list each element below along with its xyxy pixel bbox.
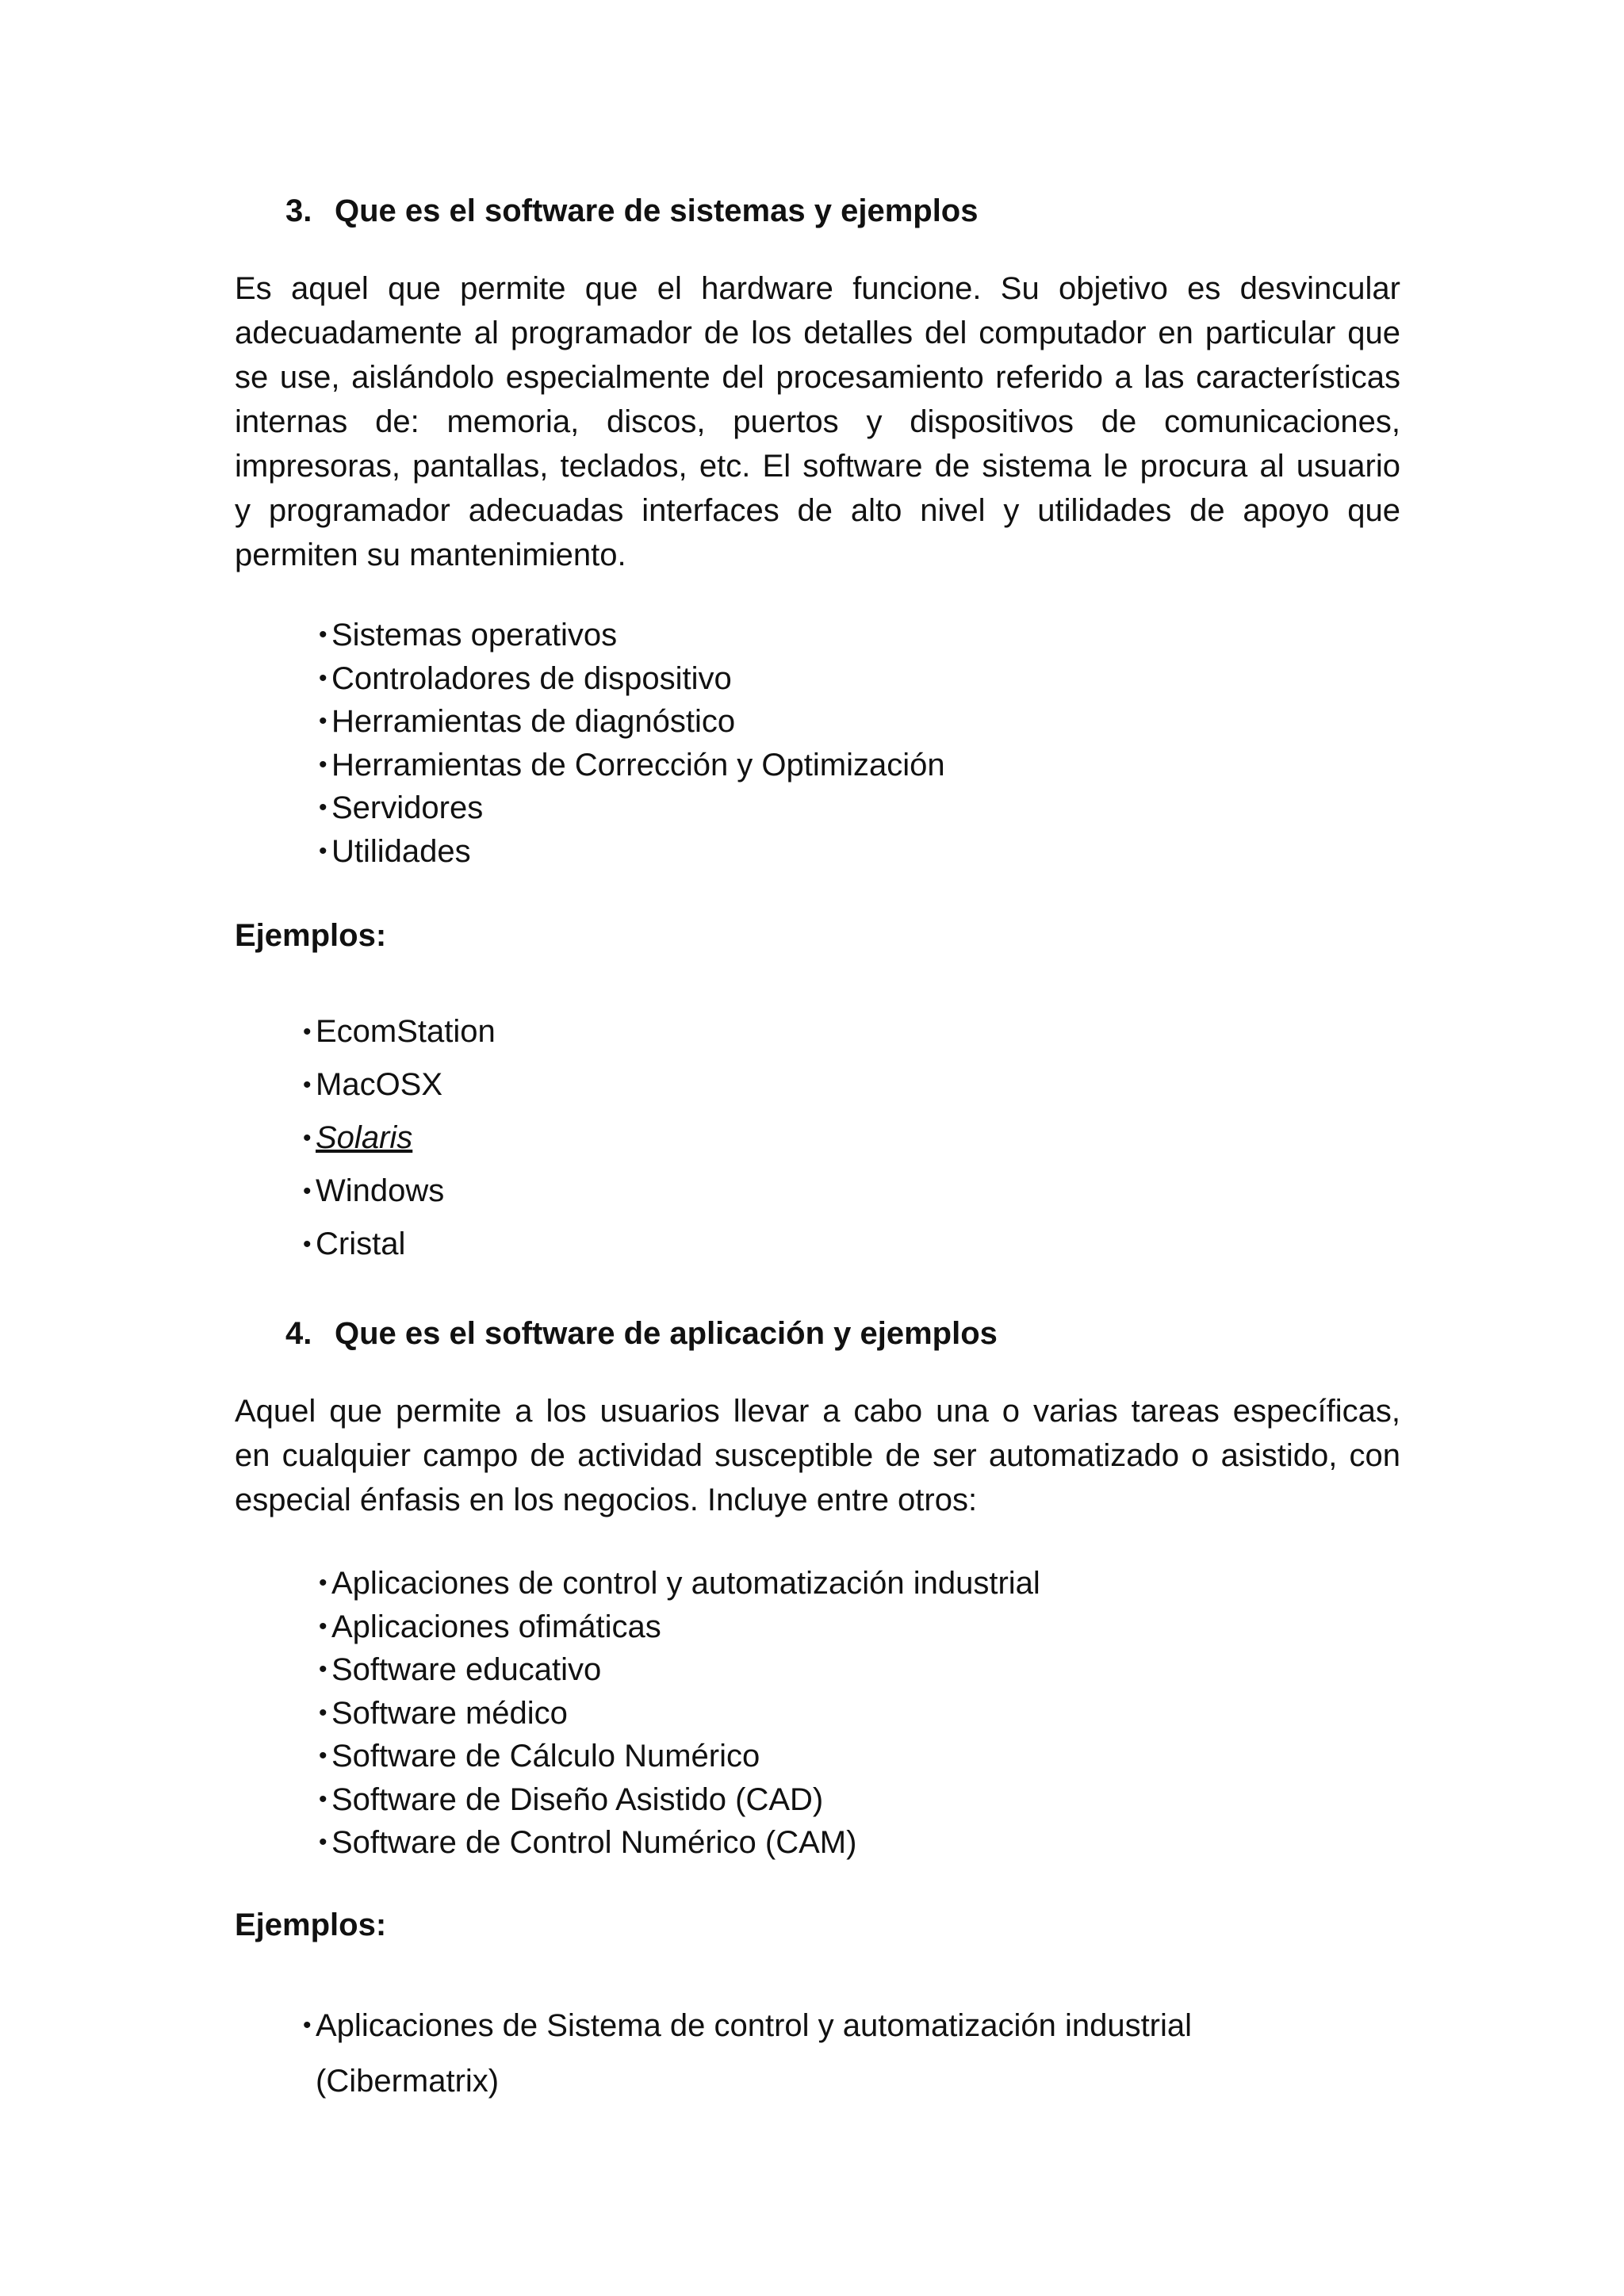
bullet-icon: •: [319, 1613, 327, 1640]
section-3-number: 3.: [285, 193, 312, 228]
list-item: • Aplicaciones ofimáticas: [331, 1605, 1040, 1649]
paragraph-line: internas de: memoria, discos, puertos y dispositivos de comunicaciones,: [235, 404, 1400, 439]
list-item: • Software de Control Numérico (CAM): [331, 1821, 1040, 1865]
section-4-examples-list: [303, 1998, 1346, 2109]
bullet-icon: •: [303, 2012, 312, 2038]
list-item: • Cristal: [316, 1218, 496, 1271]
section-4-paragraph: [235, 1389, 1400, 1522]
section-3-title: Que es el software de sistemas y ejemplos: [335, 193, 979, 228]
list-item: • Controladores de dispositivo: [331, 657, 945, 701]
list-item: • Servidores: [331, 786, 945, 830]
paragraph-line: especial énfasis en los negocios. Incluye entre otros:: [235, 1483, 978, 1517]
bullet-icon: •: [319, 622, 327, 648]
bullet-icon: •: [319, 1570, 327, 1596]
bullet-icon: •: [303, 1019, 312, 1045]
bullet-icon: •: [319, 751, 327, 778]
bullet-icon: •: [303, 1072, 312, 1098]
paragraph-line: Aquel que permite a los usuarios llevar a cabo una o varias tareas específicas,: [235, 1394, 1400, 1429]
paragraph-line: Es aquel que permite que el hardware funcione. Su objetivo es desvincular: [235, 271, 1400, 306]
section-4-examples-label: Ejemplos:: [235, 1908, 387, 1942]
section-3-heading: [285, 192, 978, 230]
section-4-heading: [285, 1314, 998, 1353]
list-item: • EcomStation: [316, 1005, 496, 1058]
paragraph-line: impresoras, pantallas, teclados, etc. El software de sistema le procura al usuario: [235, 449, 1400, 484]
list-item: • Aplicaciones de Sistema de control y automatización industrial (Cibermatrix): [316, 1998, 1346, 2109]
section-3-paragraph: [235, 266, 1400, 577]
list-item: • Software educativo: [331, 1648, 1040, 1692]
paragraph-line: y programador adecuadas interfaces de alto nivel y utilidades de apoyo que: [235, 493, 1400, 528]
paragraph-line: se use, aislándolo especialmente del procesamiento referido a las características: [235, 360, 1400, 395]
bullet-icon: •: [319, 708, 327, 734]
list-item: • Software médico: [331, 1692, 1040, 1735]
list-item: • Sistemas operativos: [331, 614, 945, 657]
bullet-icon: •: [319, 1743, 327, 1769]
bullet-icon: •: [303, 1178, 312, 1204]
section-4-title: Que es el software de aplicación y ejemplos: [335, 1316, 998, 1351]
list-item: • Software de Diseño Asistido (CAD): [331, 1778, 1040, 1822]
section-4-types-list: [319, 1562, 1040, 1865]
bullet-icon: •: [319, 1829, 327, 1855]
bullet-icon: •: [319, 1656, 327, 1682]
list-item: • Utilidades: [331, 830, 945, 874]
list-item: • Herramientas de Corrección y Optimización: [331, 744, 945, 787]
bullet-icon: •: [303, 1231, 312, 1257]
section-3-examples-label: Ejemplos:: [235, 918, 387, 953]
bullet-icon: •: [319, 664, 327, 691]
list-item: [303, 1112, 496, 1165]
section-4-number: 4.: [285, 1316, 312, 1351]
list-item: • Herramientas de diagnóstico: [331, 700, 945, 744]
section-3-examples-list: [303, 1005, 496, 1271]
paragraph-line: permiten su mantenimiento.: [235, 538, 626, 572]
bullet-icon: •: [319, 794, 327, 821]
solaris-link[interactable]: Solaris: [316, 1120, 413, 1155]
list-item: • Windows: [316, 1165, 496, 1218]
bullet-icon: •: [319, 1699, 327, 1726]
bullet-icon: •: [303, 1125, 312, 1151]
bullet-icon: •: [319, 837, 327, 864]
paragraph-line: adecuadamente al programador de los detalles del computador en particular que: [235, 316, 1400, 350]
paragraph-line: en cualquier campo de actividad susceptible de ser automatizado o asistido, con: [235, 1438, 1400, 1473]
list-item: • MacOSX: [316, 1058, 496, 1112]
bullet-icon: •: [319, 1785, 327, 1812]
list-item: • Software de Cálculo Numérico: [331, 1735, 1040, 1778]
section-3-types-list: [319, 614, 945, 873]
list-item: • Aplicaciones de control y automatización industrial: [331, 1562, 1040, 1605]
